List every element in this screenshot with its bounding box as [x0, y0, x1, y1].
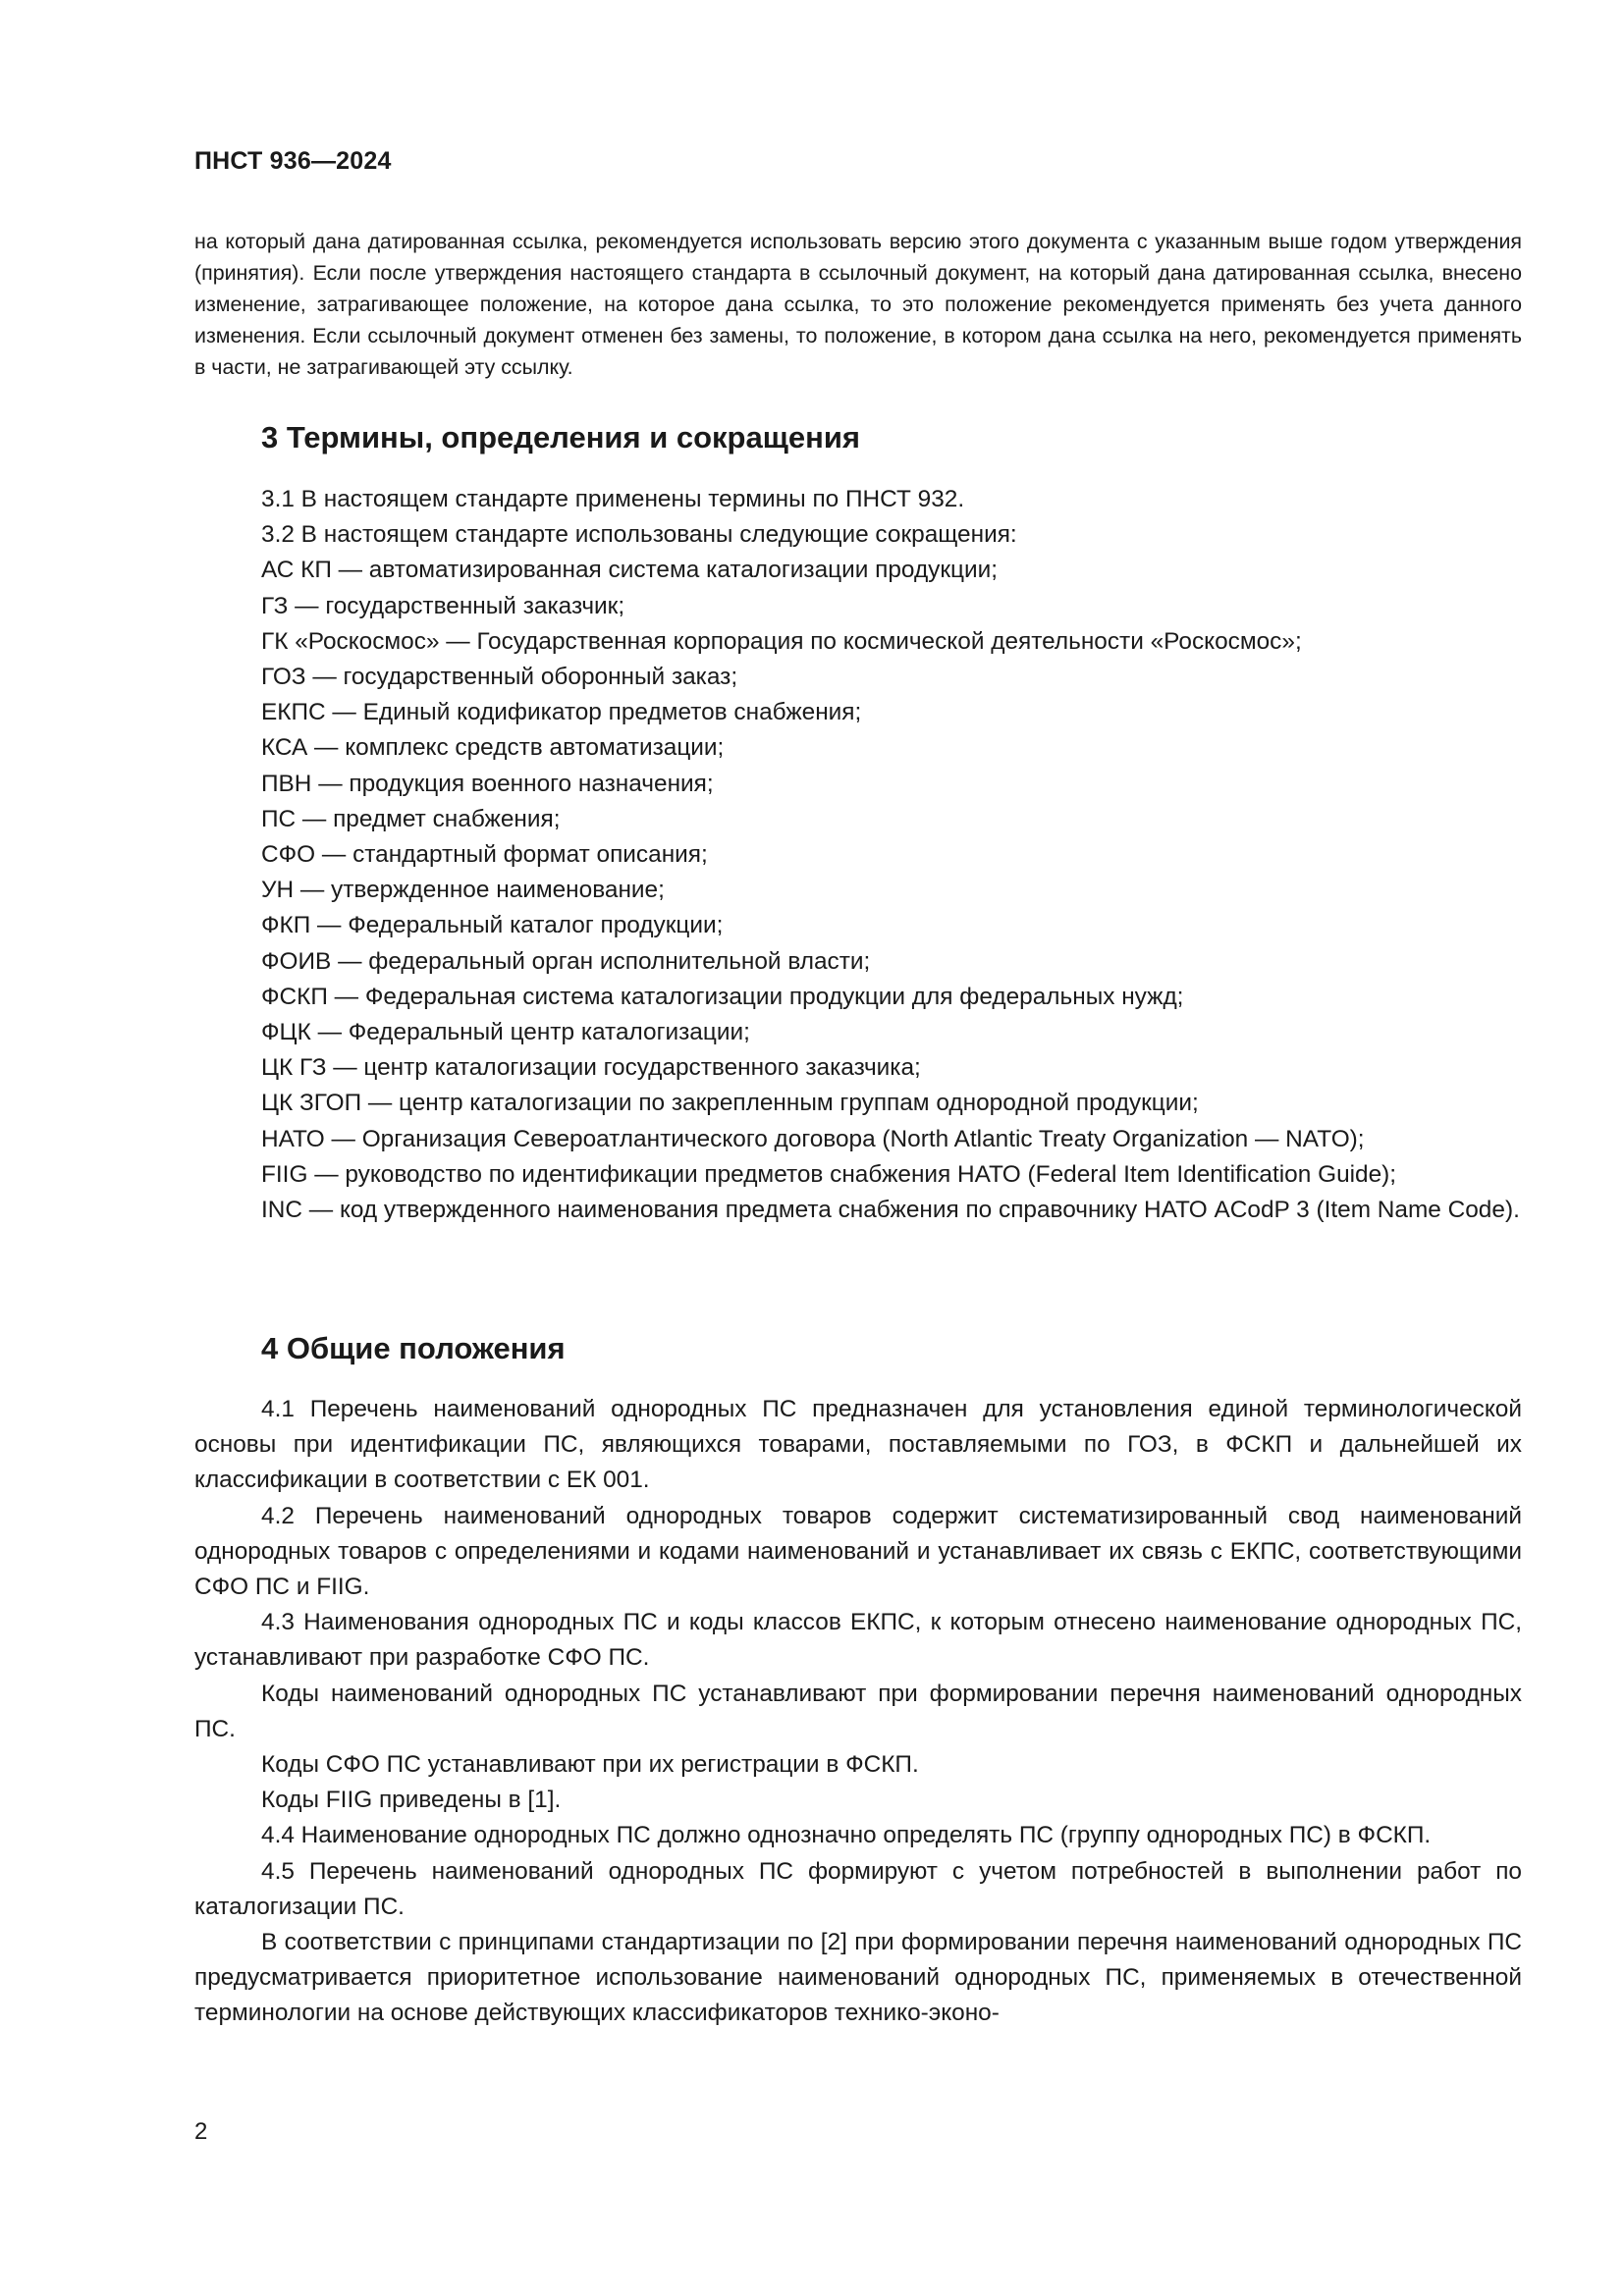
abbreviation-item: ЦК ГЗ — центр каталогизации государственного заказчика;	[261, 1054, 921, 1082]
section-3-heading: 3 Термины, определения и сокращения	[261, 420, 860, 454]
page-number: 2	[194, 2118, 208, 2145]
abbreviation-item: ЦК ЗГОП — центр каталогизации по закрепленным группам однородной продукции;	[261, 1090, 1199, 1117]
section-4-body	[194, 1392, 1522, 2032]
intro-paragraph-block	[194, 226, 1522, 383]
abbreviation-item: АС КП — автоматизированная система каталогизации продукции;	[261, 557, 999, 584]
abbreviation-item: УН — утвержденное наименование;	[261, 877, 665, 904]
abbreviation-item: ЕКПС — Единый кодификатор предметов снабжения;	[261, 699, 862, 726]
section-3-body	[194, 482, 1522, 1228]
paragraph: В соответствии с принципами стандартизации по [2] при формировании перечня наименований однородных ПС предусматривается приоритетное использование наименований однородных ПС, применяемых в отечественной терминологии на основе действующих классификаторов технико-эконо-	[194, 1929, 1522, 2027]
abbreviation-item: FIIG — руководство по идентификации предметов снабжения НАТО (Federal Item Identification Guide);	[261, 1160, 1397, 1188]
paragraph: Коды СФО ПС устанавливают при их регистрации в ФСКП.	[261, 1751, 919, 1779]
clause-4-4: 4.4 Наименование однородных ПС должно однозначно определять ПС (группу однородных ПС) в ФСКП.	[261, 1822, 1432, 1849]
abbreviation-item: ФСКП — Федеральная система каталогизации продукции для федеральных нужд;	[261, 983, 1184, 1010]
abbreviation-item: ПС — предмет снабжения;	[261, 805, 561, 832]
abbreviation-item: ФКП — Федеральный каталог продукции;	[261, 912, 724, 939]
clause-3-2: 3.2 В настоящем стандарте использованы следующие сокращения:	[261, 521, 1017, 549]
paragraph: Коды FIIG приведены в [1].	[261, 1787, 562, 1814]
abbreviation-item: ФЦК — Федеральный центр каталогизации;	[261, 1019, 750, 1046]
clause-3-1: 3.1 В настоящем стандарте применены термины по ПНСТ 932.	[261, 486, 965, 512]
clause-4-1: 4.1 Перечень наименований однородных ПС предназначен для установления единой терминологической основы при идентификации ПС, являющихся товарами, поставляемыми по ГОЗ, в ФСКП и дальнейшей их классификации в соответствии с ЕК 001.	[194, 1396, 1522, 1494]
clause-4-5: 4.5 Перечень наименований однородных ПС формируют с учетом потребностей в выполнении работ по каталогизации ПС.	[194, 1857, 1522, 1920]
abbreviation-item: КСА — комплекс средств автоматизации;	[261, 734, 725, 762]
document-header: ПНСТ 936—2024	[194, 147, 392, 175]
abbreviation-item: ГЗ — государственный заказчик;	[261, 592, 625, 619]
clause-4-3: 4.3 Наименования однородных ПС и коды классов ЕКПС, к которым отнесено наименование однородных ПС, устанавливают при разработке СФО ПС.	[194, 1609, 1522, 1672]
clause-4-2: 4.2 Перечень наименований однородных товаров содержит систематизированный свод наименований однородных товаров с определениями и кодами наименований и устанавливает их связь с ЕКПС, соответствующими СФО ПС и FIIG.	[194, 1502, 1522, 1601]
section-4-heading: 4 Общие положения	[261, 1331, 566, 1365]
paragraph: Коды наименований однородных ПС устанавливают при формировании перечня наименований однородных ПС.	[194, 1680, 1522, 1742]
abbreviation-item: СФО — стандартный формат описания;	[261, 841, 708, 869]
intro-paragraph: на который дана датированная ссылка, рекомендуется использовать версию этого документа с указанным выше годом утверждения (принятия). Если после утверждения настоящего стандарта в ссылочный документ, на который дана датированная ссылка, внесено изменение, затрагивающее положение, на которое дана ссылка, то это положение рекомендуется применять без учета данного изменения. Если ссылочный документ отменен без замены, то положение, в котором дана ссылка на него, рекомендуется применять в части, не затрагивающей эту ссылку.	[194, 230, 1522, 379]
abbreviation-item: ГК «Роскосмос» — Государственная корпорация по космической деятельности «Роскосмос»;	[261, 627, 1302, 655]
abbreviation-item: ГОЗ — государственный оборонный заказ;	[261, 664, 738, 691]
abbreviation-item: ФОИВ — федеральный орган исполнительной власти;	[261, 947, 871, 975]
abbreviation-item: ПВН — продукция военного назначения;	[261, 770, 714, 797]
abbreviation-item: НАТО — Организация Североатлантического договора (North Atlantic Treaty Organization — NATO);	[261, 1125, 1365, 1152]
abbreviation-item: INC — код утвержденного наименования предмета снабжения по справочнику НАТО ACodP 3 (Item Name Code).	[261, 1197, 1520, 1224]
